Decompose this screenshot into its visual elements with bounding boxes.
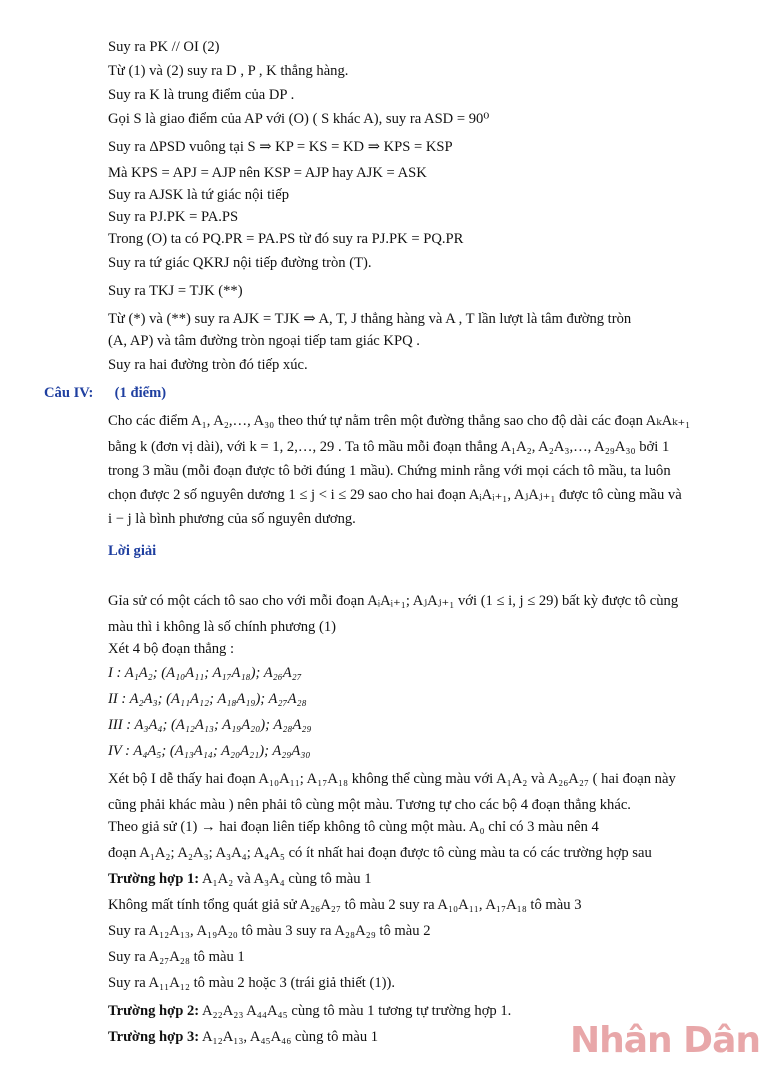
text-line: cũng phải khác màu ) nên phải tô cùng một màu. Tương tự cho các bộ 4 đoạn thẳng khác. xyxy=(108,797,631,813)
case-label: Trường hợp 1: xyxy=(108,871,200,887)
text-line: Suy ra A₁₂A₁₃, A₁₉A₂₀ tô màu 3 suy ra A₂₈A₂₉ tô màu 2 xyxy=(108,923,431,939)
text-line: Gọi S là giao điểm của AP với (O) ( S khác A), suy ra ASD = 90⁰ xyxy=(108,111,490,127)
text-line: màu thì i không là số chính phương (1) xyxy=(108,619,337,635)
section-label: Câu IV: xyxy=(44,385,94,401)
text-line: i − j là bình phương của số nguyên dương. xyxy=(108,511,356,527)
text-line: Không mất tính tổng quát giả sử A₂₆A₂₇ tô màu 2 suy ra A₁₀A₁₁, A₁₇A₁₈ tô màu 3 xyxy=(108,897,582,913)
text-line: Suy ra ΔPSD vuông tại S ⇒ KP = KS = KD ⇒ KPS = KSP xyxy=(108,139,453,155)
case-text: A₁A₂ và A₃A₄ cùng tô màu 1 xyxy=(202,871,372,887)
text-line: Suy ra A₁₁A₁₂ tô màu 2 hoặc 3 (trái giả thiết (1)). xyxy=(108,975,396,991)
text-line: Suy ra tứ giác QKRJ nội tiếp đường tròn (T). xyxy=(108,255,372,271)
text-line: Suy ra PJ.PK = PA.PS xyxy=(108,209,239,225)
text-line: Suy ra A₂₇A₂₈ tô màu 1 xyxy=(108,949,245,965)
text-line: Suy ra AJSK là tứ giác nội tiếp xyxy=(108,187,289,203)
case-text: A₁₂A₁₃, A₄₅A₄₆ cùng tô màu 1 xyxy=(202,1029,379,1045)
section-heading xyxy=(44,384,730,402)
text-line: trong 3 mầu (mỗi đoạn được tô bởi đúng 1 mầu). Chứng minh rằng với mọi cách tô mầu, ta luôn xyxy=(108,463,671,479)
case-line xyxy=(108,870,730,888)
watermark-logo: Nhân Dân xyxy=(569,1020,760,1061)
text-line: Suy ra PK // OI (2) xyxy=(108,39,220,55)
text-line: Mà KPS = APJ = AJP nên KSP = AJP hay AJK = ASK xyxy=(108,165,427,181)
text-line: chọn được 2 số nguyên dương 1 ≤ j < i ≤ 29 sao cho hai đoạn AᵢAᵢ₊₁, AⱼAⱼ₊₁ được tô cùng mầu và xyxy=(108,487,682,503)
section-points: (1 điểm) xyxy=(114,385,167,401)
text-line: Suy ra TKJ = TJK (**) xyxy=(108,283,243,299)
text-line: đoạn A₁A₂; A₂A₃; A₃A₄; A₄A₅ có ít nhất hai đoạn được tô cùng màu ta có các trường hợp sau xyxy=(108,845,652,861)
text-line: bằng k (đơn vị dài), với k = 1, 2,…, 29 . Ta tô mầu mỗi đoạn thẳng A₁A₂, A₂A₃,…, A₂₉A₃₀ bởi 1 xyxy=(108,439,670,455)
text-line: Cho các điểm A₁, A₂,…, A₃₀ theo thứ tự nằm trên một đường thẳng sao cho độ dài các đoạn AₖAₖ₊₁ xyxy=(108,413,691,429)
text-line: Từ (*) và (**) suy ra AJK = TJK ⇒ A, T, J thẳng hàng và A , T lần lượt là tâm đường tròn xyxy=(108,311,632,327)
segment-set-line: IV : A₄A₅; (A₁₃A₁₄; A₂₀A₂₁); A₂₉A₃₀ xyxy=(108,743,311,759)
case-label: Trường hợp 3: xyxy=(108,1029,200,1045)
case-line xyxy=(108,1002,730,1020)
segment-set-line: I : A₁A₂; (A₁₀A₁₁; A₁₇A₁₈); A₂₆A₂₇ xyxy=(108,665,302,681)
segment-set-line: II : A₂A₃; (A₁₁A₁₂; A₁₈A₁₉); A₂₇A₂₈ xyxy=(108,691,307,707)
text-line: Theo giả sử (1) → hai đoạn liên tiếp không tô cùng một màu. A₀ chỉ có 3 màu nên 4 xyxy=(108,819,599,835)
text-line: Suy ra hai đường tròn đó tiếp xúc. xyxy=(108,357,308,373)
text-line: Từ (1) và (2) suy ra D , P , K thẳng hàng. xyxy=(108,63,349,79)
text-line: Xét bộ I dễ thấy hai đoạn A₁₀A₁₁; A₁₇A₁₈ không thể cùng màu với A₁A₂ và A₂₆A₂₇ ( hai đoạn này xyxy=(108,771,676,787)
case-label: Trường hợp 2: xyxy=(108,1003,200,1019)
text-line: Trong (O) ta có PQ.PR = PA.PS từ đó suy ra PJ.PK = PQ.PR xyxy=(108,231,464,247)
text-line: Xét 4 bộ đoạn thẳng : xyxy=(108,641,235,657)
text-line: Gỉa sử có một cách tô sao cho với mỗi đoạn AᵢAᵢ₊₁; AⱼAⱼ₊₁ với (1 ≤ i, j ≤ 29) bất kỳ được tô cùng xyxy=(108,593,679,609)
text-line: (A, AP) và tâm đường tròn ngoại tiếp tam giác KPQ . xyxy=(108,333,420,349)
text-line: Suy ra K là trung điểm của DP . xyxy=(108,87,295,103)
segment-set-line: III : A₃A₄; (A₁₂A₁₃; A₁₉A₂₀); A₂₈A₂₉ xyxy=(108,717,312,733)
solution-heading: Lời giải xyxy=(108,543,157,559)
case-text: A₂₂A₂₃ A₄₄A₄₅ cùng tô màu 1 tương tự trường hợp 1. xyxy=(202,1003,512,1019)
